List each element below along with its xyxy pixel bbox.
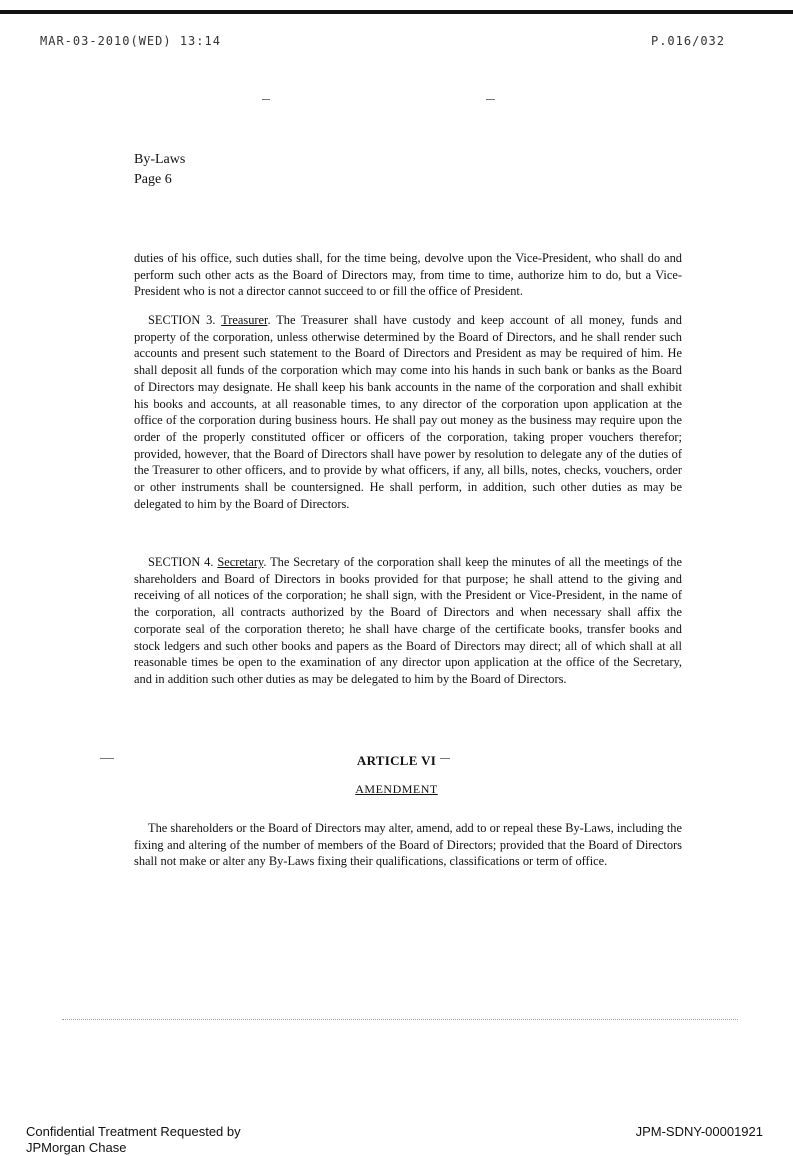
- section-4-paragraph: SECTION 4. Secretary. The Secretary of the corporation shall keep the minutes of all the meetings of the shareholders and Board of Directors in books provided for that purpose; he shall attend to the giving and receiving of all notices of the corporation; he shall sign, with the President or Vice-President, in the name of the corporation, all contracts authorized by the Board of Directors and when necessary shall affix the corporate seal of the corporation thereto; he shall have charge of the certificate books, transfer books and stock ledgers and such other books and papers as the Board of Directors may direct; all of which shall at all reasonable times be open to the examination of any director upon application at the office of the Secretary, and in addition such other duties as may be delegated to him by the Board of Directors.: [134, 555, 682, 686]
- section-3-paragraph: SECTION 3. Treasurer. The Treasurer shall have custody and keep account of all money, funds and property of the corporation, unless otherwise determined by the Board of Directors, and he shall render such accounts and present such statement to the Board of Directors and President as may be required of him. He shall deposit all funds of the corporation which may come into his hands in such bank or banks as the Board of Directors may designate. He shall keep his bank accounts in the name of the corporation and shall exhibit his books and accounts, at all reasonable times, to any director of the corporation upon application at the office of the corporation during business hours. He shall pay out money as the business may require upon the order of the properly constituted officer or officers of the corporation, taking proper vouchers therefor; provided, however, that the Board of Directors shall have power by resolution to delegate any of the duties of the Treasurer to other officers, and to provide by what officers, if any, all bills, notes, checks, vouchers, order or other instruments shall be countersigned. He shall perform, in addition, such other duties as may be delegated to him by the Board of Directors.: [134, 313, 683, 511]
- continuation-paragraph: duties of his office, such duties shall, for the time being, devolve upon the Vice-President, who shall do and perform such other acts as the Board of Directors may, from time to time, authorize him to do, but a Vice-President who is not a director cannot succeed to or fill the office of President.: [134, 251, 682, 299]
- scan-speck: [262, 99, 270, 100]
- amendment-paragraph: The shareholders or the Board of Directors may alter, amend, add to or repeal these By-Laws, including the fixing and altering of the number of members of the Board of Directors; provided that the Board of Directors shall not make or alter any By-Laws fixing their qualifications, classifications or term of office.: [134, 821, 682, 869]
- confidential-notice: [26, 1124, 241, 1156]
- document-title: By-Laws: [134, 152, 186, 167]
- confidential-line-1: Confidential Treatment Requested by: [26, 1124, 241, 1139]
- document-page-label: Page 6: [134, 172, 172, 187]
- section-3-label: SECTION 3.: [148, 313, 216, 327]
- section-3-body: The Treasurer shall have custody and keep account of all money, funds and property of the corporation, unless otherwise determined by the Board of Directors, and he shall render such accounts and present such statement to the Board of Directors and President as may be required of him. He shall deposit all funds of the corporation which may come into his hands in such bank or banks as the Board of Directors may designate. He shall keep his bank accounts in the name of the corporation and shall exhibit his books and accounts, at all reasonable times, to any director of the corporation upon application at the office of the corporation during business hours. He shall pay out money as the business may require upon the order of the properly constituted officer or officers of the corporation, taking proper vouchers therefor; provided, however, that the Board of Directors shall have power by resolution to delegate any of the duties of the Treasurer to other officers, and to provide by what officers, if any, all bills, notes, checks, vouchers, order or other instruments shall be countersigned. He shall perform, in addition, such other duties as may be delegated to him by the Board of Directors.: [134, 313, 683, 511]
- confidential-line-2: JPMorgan Chase: [26, 1140, 127, 1155]
- article-subtitle: AMENDMENT: [355, 782, 438, 796]
- scan-speck: [486, 99, 495, 100]
- fax-page-number: P.016/032: [650, 34, 725, 48]
- fax-timestamp: MAR-03-2010(WED) 13:14: [40, 34, 221, 48]
- section-3-title: Treasurer: [221, 313, 268, 327]
- section-4-title: Secretary: [217, 555, 264, 569]
- document-heading: [134, 150, 185, 190]
- scan-noise-line: [62, 1019, 738, 1020]
- article-title: ARTICLE VI: [356, 753, 437, 768]
- section-4-body: The Secretary of the corporation shall keep the minutes of all the meetings of the shareholders and Board of Directors in books provided for that purpose; he shall attend to the giving and receiving of all notices of the corporation; he shall sign, with the President or Vice-President, in the name of the corporation, all contracts authorized by the Board of Directors and when necessary shall affix the corporate seal of the corporation thereto; he shall have charge of the certificate books, transfer books and stock ledgers and such other books and papers as the Board of Directors may direct; all of which shall at all reasonable times be open to the examination of any director upon application at the office of the Secretary, and in addition such other duties as may be delegated to him by the Board of Directors.: [134, 555, 682, 686]
- section-4-label: SECTION 4.: [148, 555, 214, 569]
- bates-number: JPM-SDNY-00001921: [635, 1124, 763, 1139]
- fax-top-rule: [0, 10, 793, 14]
